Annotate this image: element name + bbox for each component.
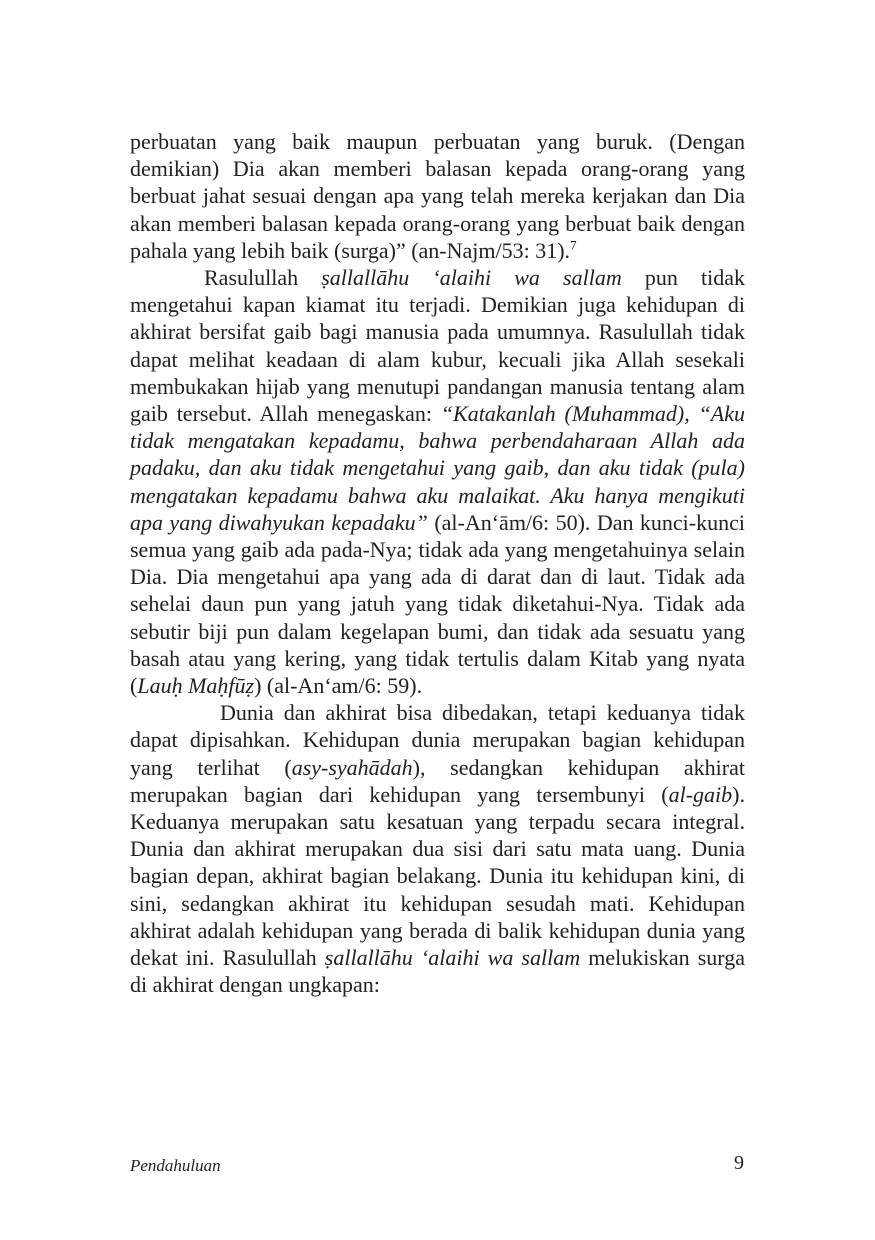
paragraph-3: Dunia dan akhirat bisa dibedakan, tetapi keduanya tidak dapat dipisahkan. Kehidupan dunia merupakan bagian kehidupan yang terlihat (asy-syahādah), sedangkan kehidupan akhirat merupakan bagian dari kehidupan yang tersembunyi (al-gaib). Keduanya merupakan satu kesatuan yang terpadu secara integral. Dunia dan akhirat merupakan dua sisi dari satu mata uang. Dunia bagian depan, akhirat bagian belakang. Dunia itu kehidupan kini, di sini, sedangkan akhirat itu kehidupan sesudah mati. Kehidupan akhirat adalah kehidupan yang berada di balik kehidupan dunia yang dekat ini. Rasulullah ṣallallāhu ‘alaihi wa sallam melukiskan surga di akhirat dengan ungkapan: xyxy=(130,700,745,998)
footnote-marker: 7 xyxy=(570,237,577,253)
page-number: 9 xyxy=(734,1152,744,1174)
body-text xyxy=(130,128,745,999)
running-footer-chapter: Pendahuluan xyxy=(130,1156,221,1175)
paragraph-1: perbuatan yang baik maupun perbuatan yang buruk. (Dengan demikian) Dia akan memberi balasan kepada orang-orang yang berbuat jahat sesuai dengan apa yang telah mereka kerjakan dan Dia akan memberi balasan kepada orang-orang yang berbuat baik dengan pahala yang lebih baik (surga)” (an-Najm/53: 31).$^7$ xyxy=(130,129,745,263)
quran-quote: “Katakanlah (Muhammad), “Aku tidak mengatakan kepadamu, bahwa perbendaharaan Allah ada padaku, dan aku tidak mengetahui yang gaib, dan aku tidak (pula) mengatakan kepadamu bahwa aku malaikat. Aku hanya mengikuti apa yang diwahyukan kepadaku” xyxy=(130,401,745,535)
paragraph-2: Rasulullah ṣallallāhu ‘alaihi wa sallam pun tidak mengetahui kapan kiamat itu terjadi. Demikian juga kehidupan di akhirat bersifat gaib bagi manusia pada umumnya. Rasulullah tidak dapat melihat keadaan di alam kubur, kecuali jika Allah sesekali membukakan hijab yang menutupi pandangan manusia tentang alam gaib tersebut. Allah menegaskan: “Katakanlah (Muhammad), “Aku tidak mengatakan kepadamu, bahwa perbendaharaan Allah ada padaku, dan aku tidak mengetahui yang gaib, dan aku tidak (pula) mengatakan kepadamu bahwa aku malaikat. Aku hanya mengikuti apa yang diwahyukan kepadaku” (al-An‘ām/6: 50). Dan kunci-kunci semua yang gaib ada pada-Nya; tidak ada yang mengetahuinya selain Dia. Dia mengetahui apa yang ada di darat dan di laut. Tidak ada sehelai daun pun yang jatuh yang tidak diketahui-Nya. Tidak ada sebutir biji pun dalam kegelapan bumi, dan tidak ada sesuatu yang basah atau yang kering, yang tidak tertulis dalam Kitab yang nyata (Lauḥ Maḥfūẓ) (al-An‘am/6: 59). xyxy=(130,265,745,699)
